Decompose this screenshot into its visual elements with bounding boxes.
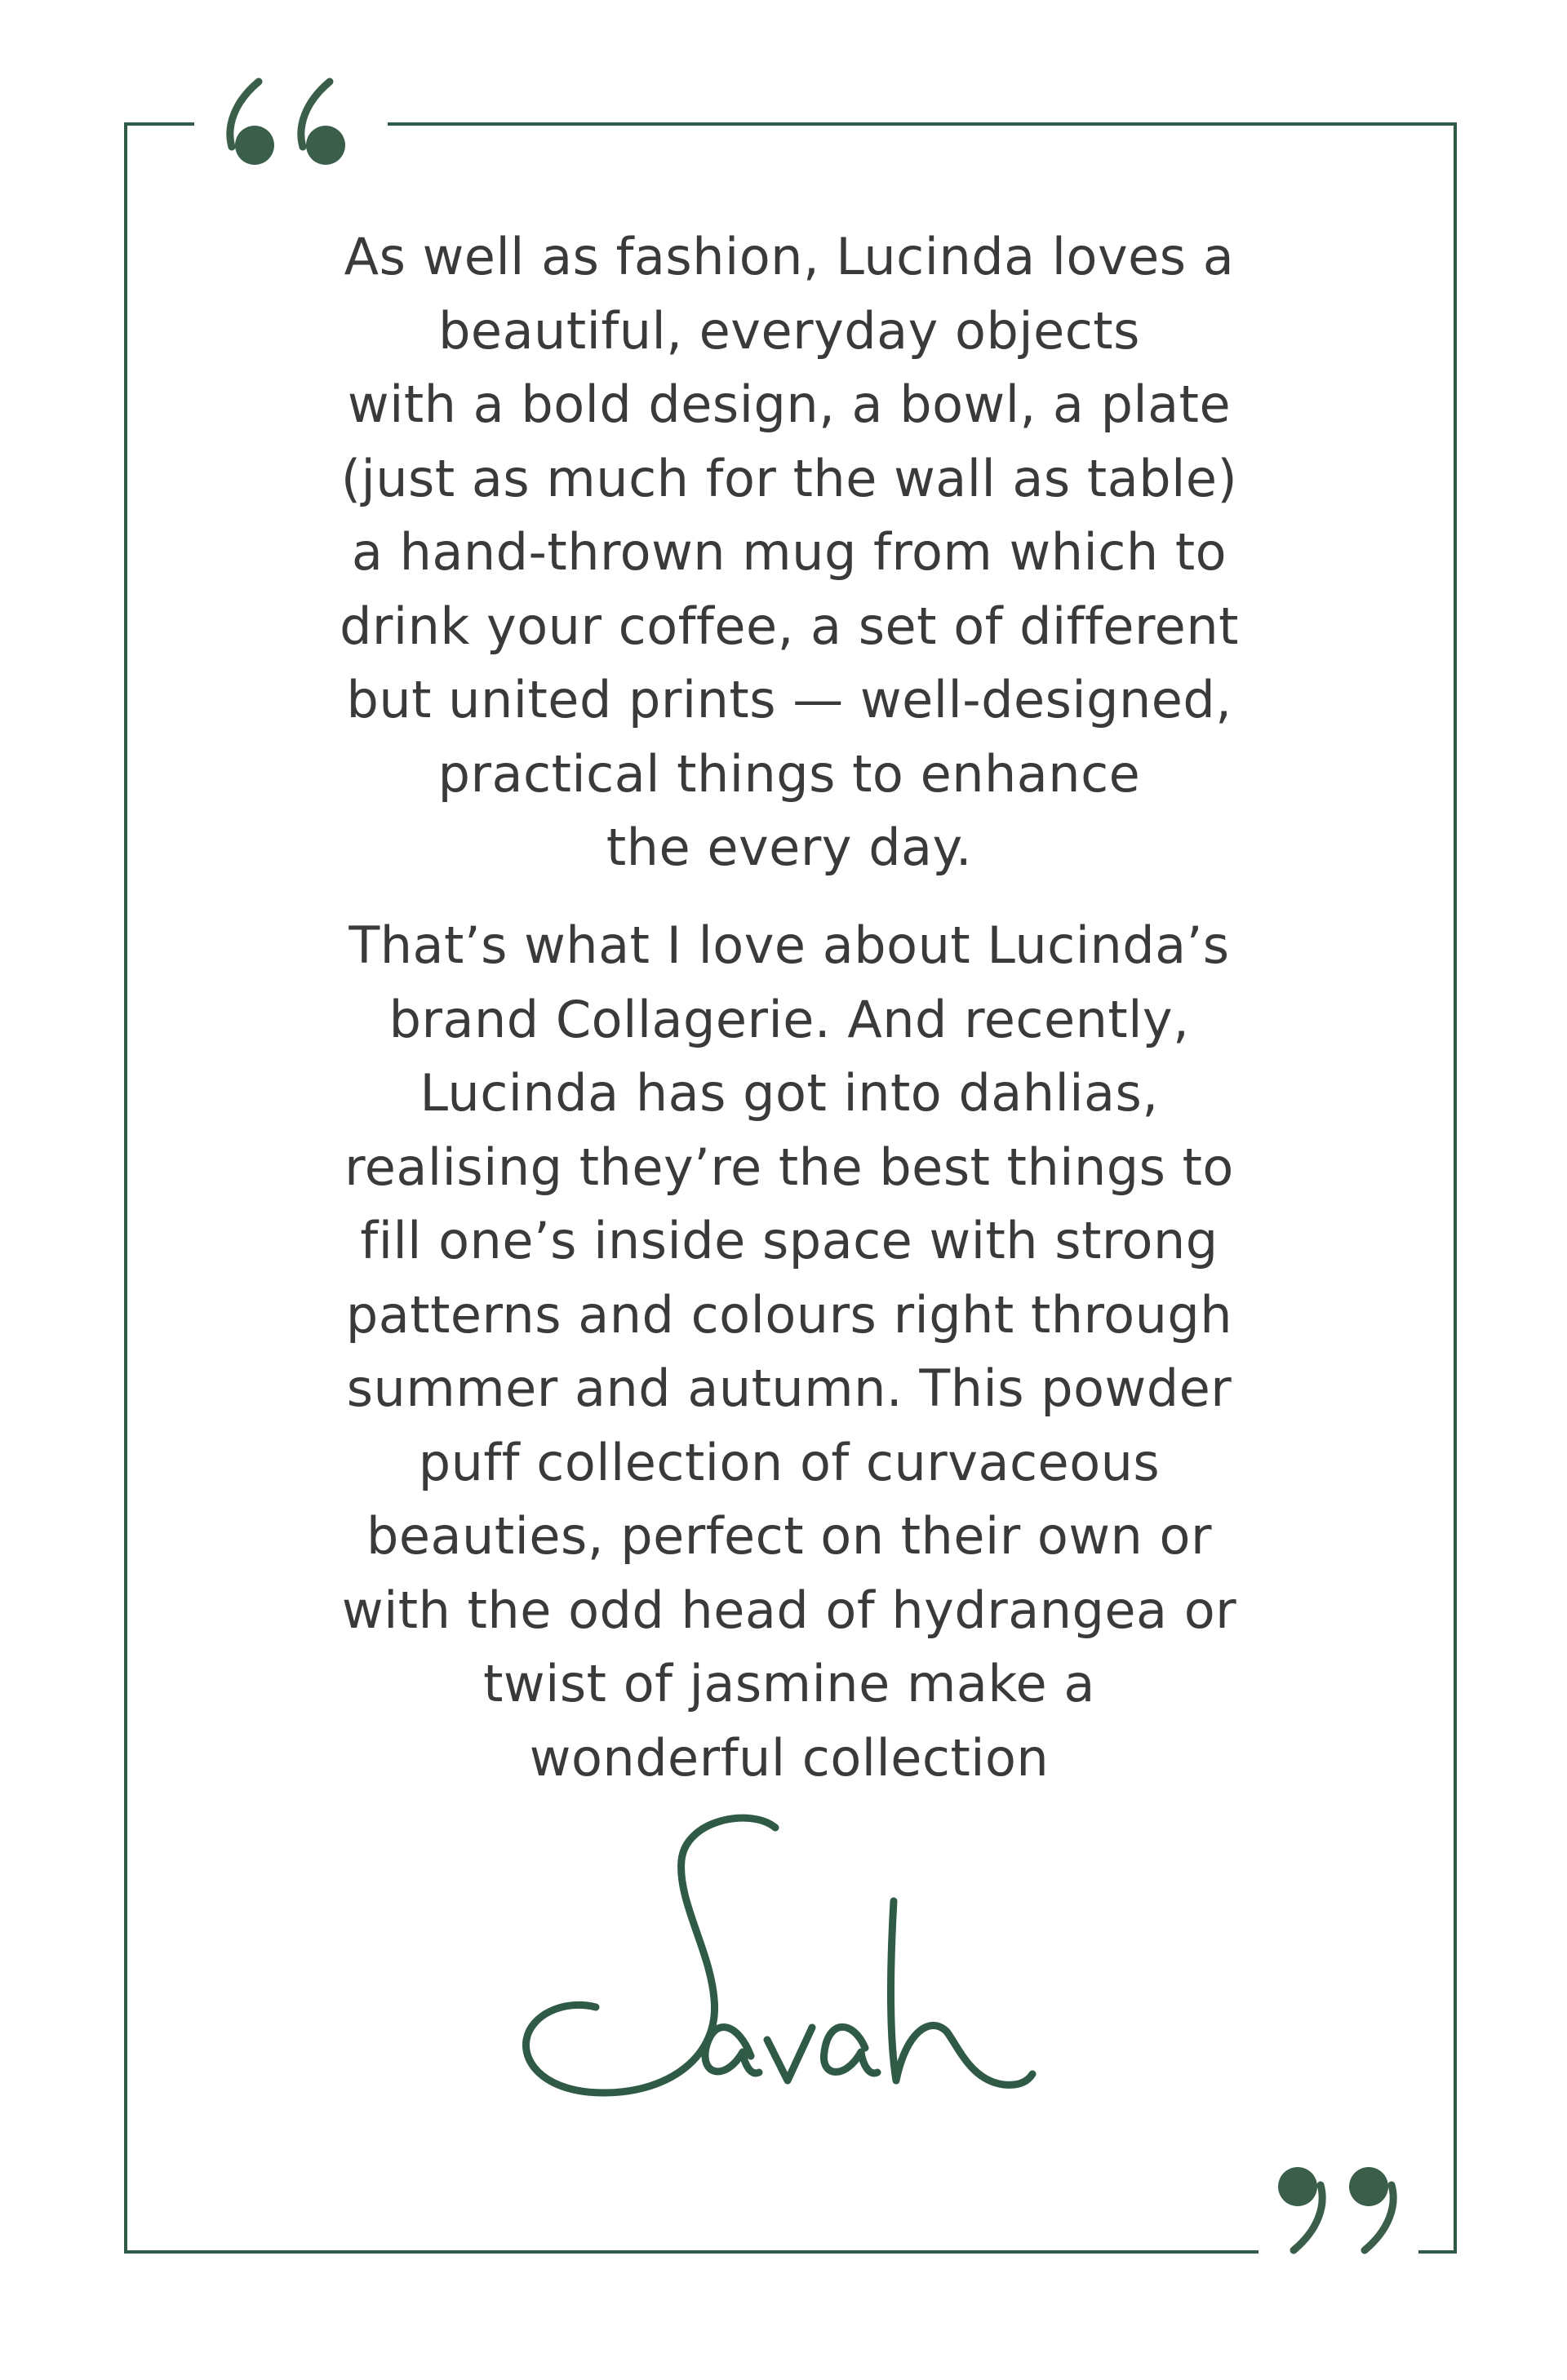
- quote-line: brand Collagerie. And recently,: [388, 989, 1190, 1049]
- quote-line: puff collection of curvaceous: [418, 1432, 1161, 1492]
- quote-line: twist of jasmine make a: [483, 1654, 1095, 1713]
- quote-line: a hand-thrown mug from which to: [351, 522, 1227, 582]
- quote-line: drink your coffee, a set of different: [340, 596, 1239, 656]
- open-quote-icon: [222, 78, 357, 171]
- quote-line: beautiful, everyday objects: [438, 300, 1140, 361]
- quote-line: Lucinda has got into dahlias,: [419, 1063, 1159, 1123]
- quote-line: with the odd head of hydrangea or: [341, 1580, 1237, 1640]
- quote-line: with a bold design, a bowl, a plate: [347, 375, 1232, 434]
- signature-sarah: [506, 1811, 1077, 2113]
- quote-line: That’s what I love about Lucinda’s: [348, 915, 1230, 975]
- close-quote-icon: [1267, 2161, 1401, 2254]
- frame-bottom-right: [1418, 2250, 1457, 2254]
- quote-line: wonderful collection: [529, 1727, 1050, 1788]
- quote-line: As well as fashion, Lucinda loves a: [344, 227, 1235, 286]
- quote-line: summer and autumn. This powder: [346, 1358, 1232, 1418]
- quote-line: realising they’re the best things to: [344, 1137, 1234, 1197]
- frame-top-right: [388, 122, 1457, 126]
- quote-line: patterns and colours right through: [345, 1284, 1233, 1345]
- quote-line: beauties, perfect on their own or: [366, 1506, 1212, 1566]
- quote-line: fill one’s inside space with strong: [360, 1211, 1219, 1270]
- quote-line: practical things to enhance: [437, 743, 1141, 804]
- frame-top-left: [124, 122, 194, 126]
- quote-paragraph-1: [0, 220, 1567, 885]
- quote-paragraph-2: [0, 909, 1567, 1795]
- frame-bottom-left: [124, 2250, 1258, 2254]
- quote-line: (just as much for the wall as table): [340, 448, 1238, 508]
- quote-line: but united prints — well-designed,: [346, 670, 1232, 729]
- quote-line: the every day.: [606, 818, 973, 877]
